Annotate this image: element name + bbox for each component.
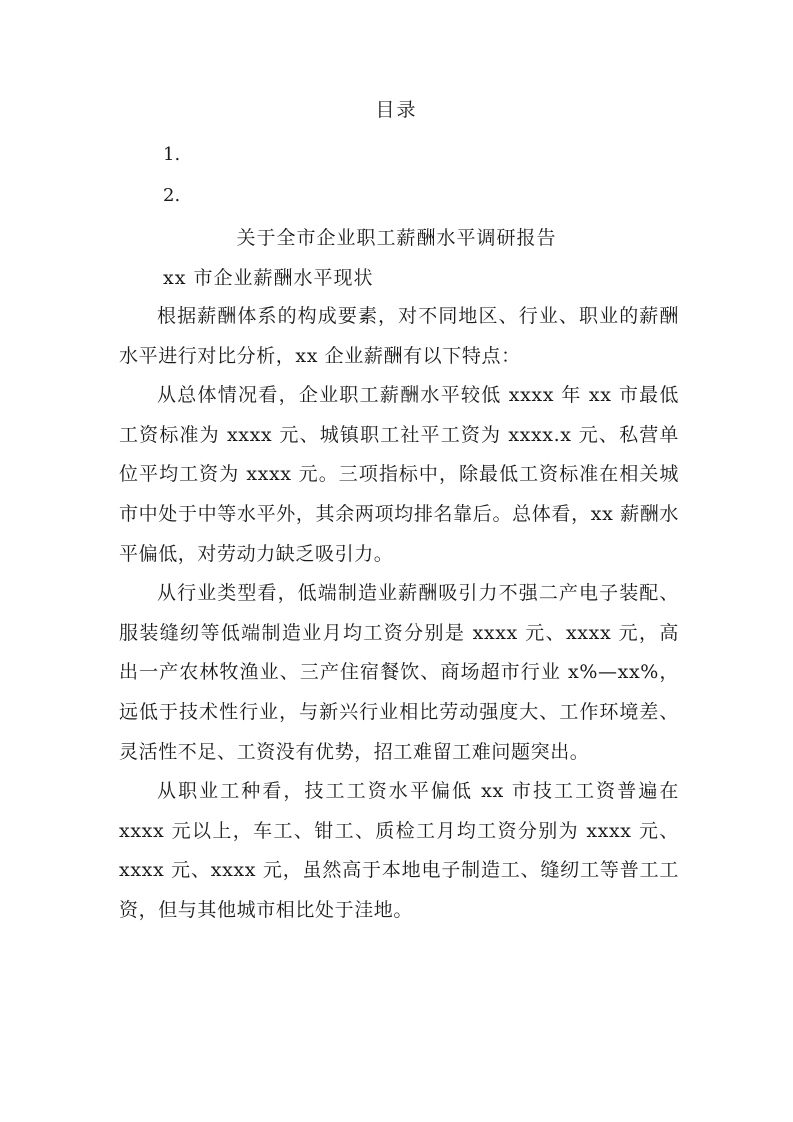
report-title: 关于全市企业职工薪酬水平调研报告 <box>236 227 557 249</box>
toc-title: 目录 <box>375 99 418 121</box>
toc-item-1: 1. <box>163 144 181 165</box>
paragraph-intro: 根据薪酬体系的构成要素，对不同地区、行业、职业的薪酬水平进行对比分析，xx 企业薪酬有以下特点： <box>119 305 679 367</box>
report-body <box>119 297 679 931</box>
paragraph-occupation: 从职业工种看，技工工资水平偏低 xx 市技工工资普遍在 xxxx 元以上，车工、钳工、质检工月均工资分别为 xxxx 元、xxxx 元、xxxx 元，虽然高于本地电子制造工、缝纫工等普工工资，但与其他城市相比处于洼地。 <box>119 780 679 921</box>
toc-item-2: 2. <box>163 185 181 206</box>
paragraph-overall: 从总体情况看，企业职工薪酬水平较低 xxxx 年 xx 市最低工资标准为 xxxx 元、城镇职工社平工资为 xxxx.x 元、私营单位平均工资为 xxxx 元。三项指标中，除最低工资标准在相关城市中处于中等水平外，其余两项均排名靠后。总体看，xx 薪酬水平偏低，对劳动力缺乏吸引力。 <box>119 384 679 565</box>
paragraph-industry: 从行业类型看，低端制造业薪酬吸引力不强二产电子装配、服装缝纫等低端制造业月均工资分别是 xxxx 元、xxxx 元，高出一产农林牧渔业、三产住宿餐饮、商场超市行业 x%—xx%，远低于技术性行业，与新兴行业相比劳动强度大、工作环境差、灵活性不足、工资没有优势，招工难留工难问题突出。 <box>119 582 679 763</box>
section-heading: xx 市企业薪酬水平现状 <box>163 267 374 289</box>
